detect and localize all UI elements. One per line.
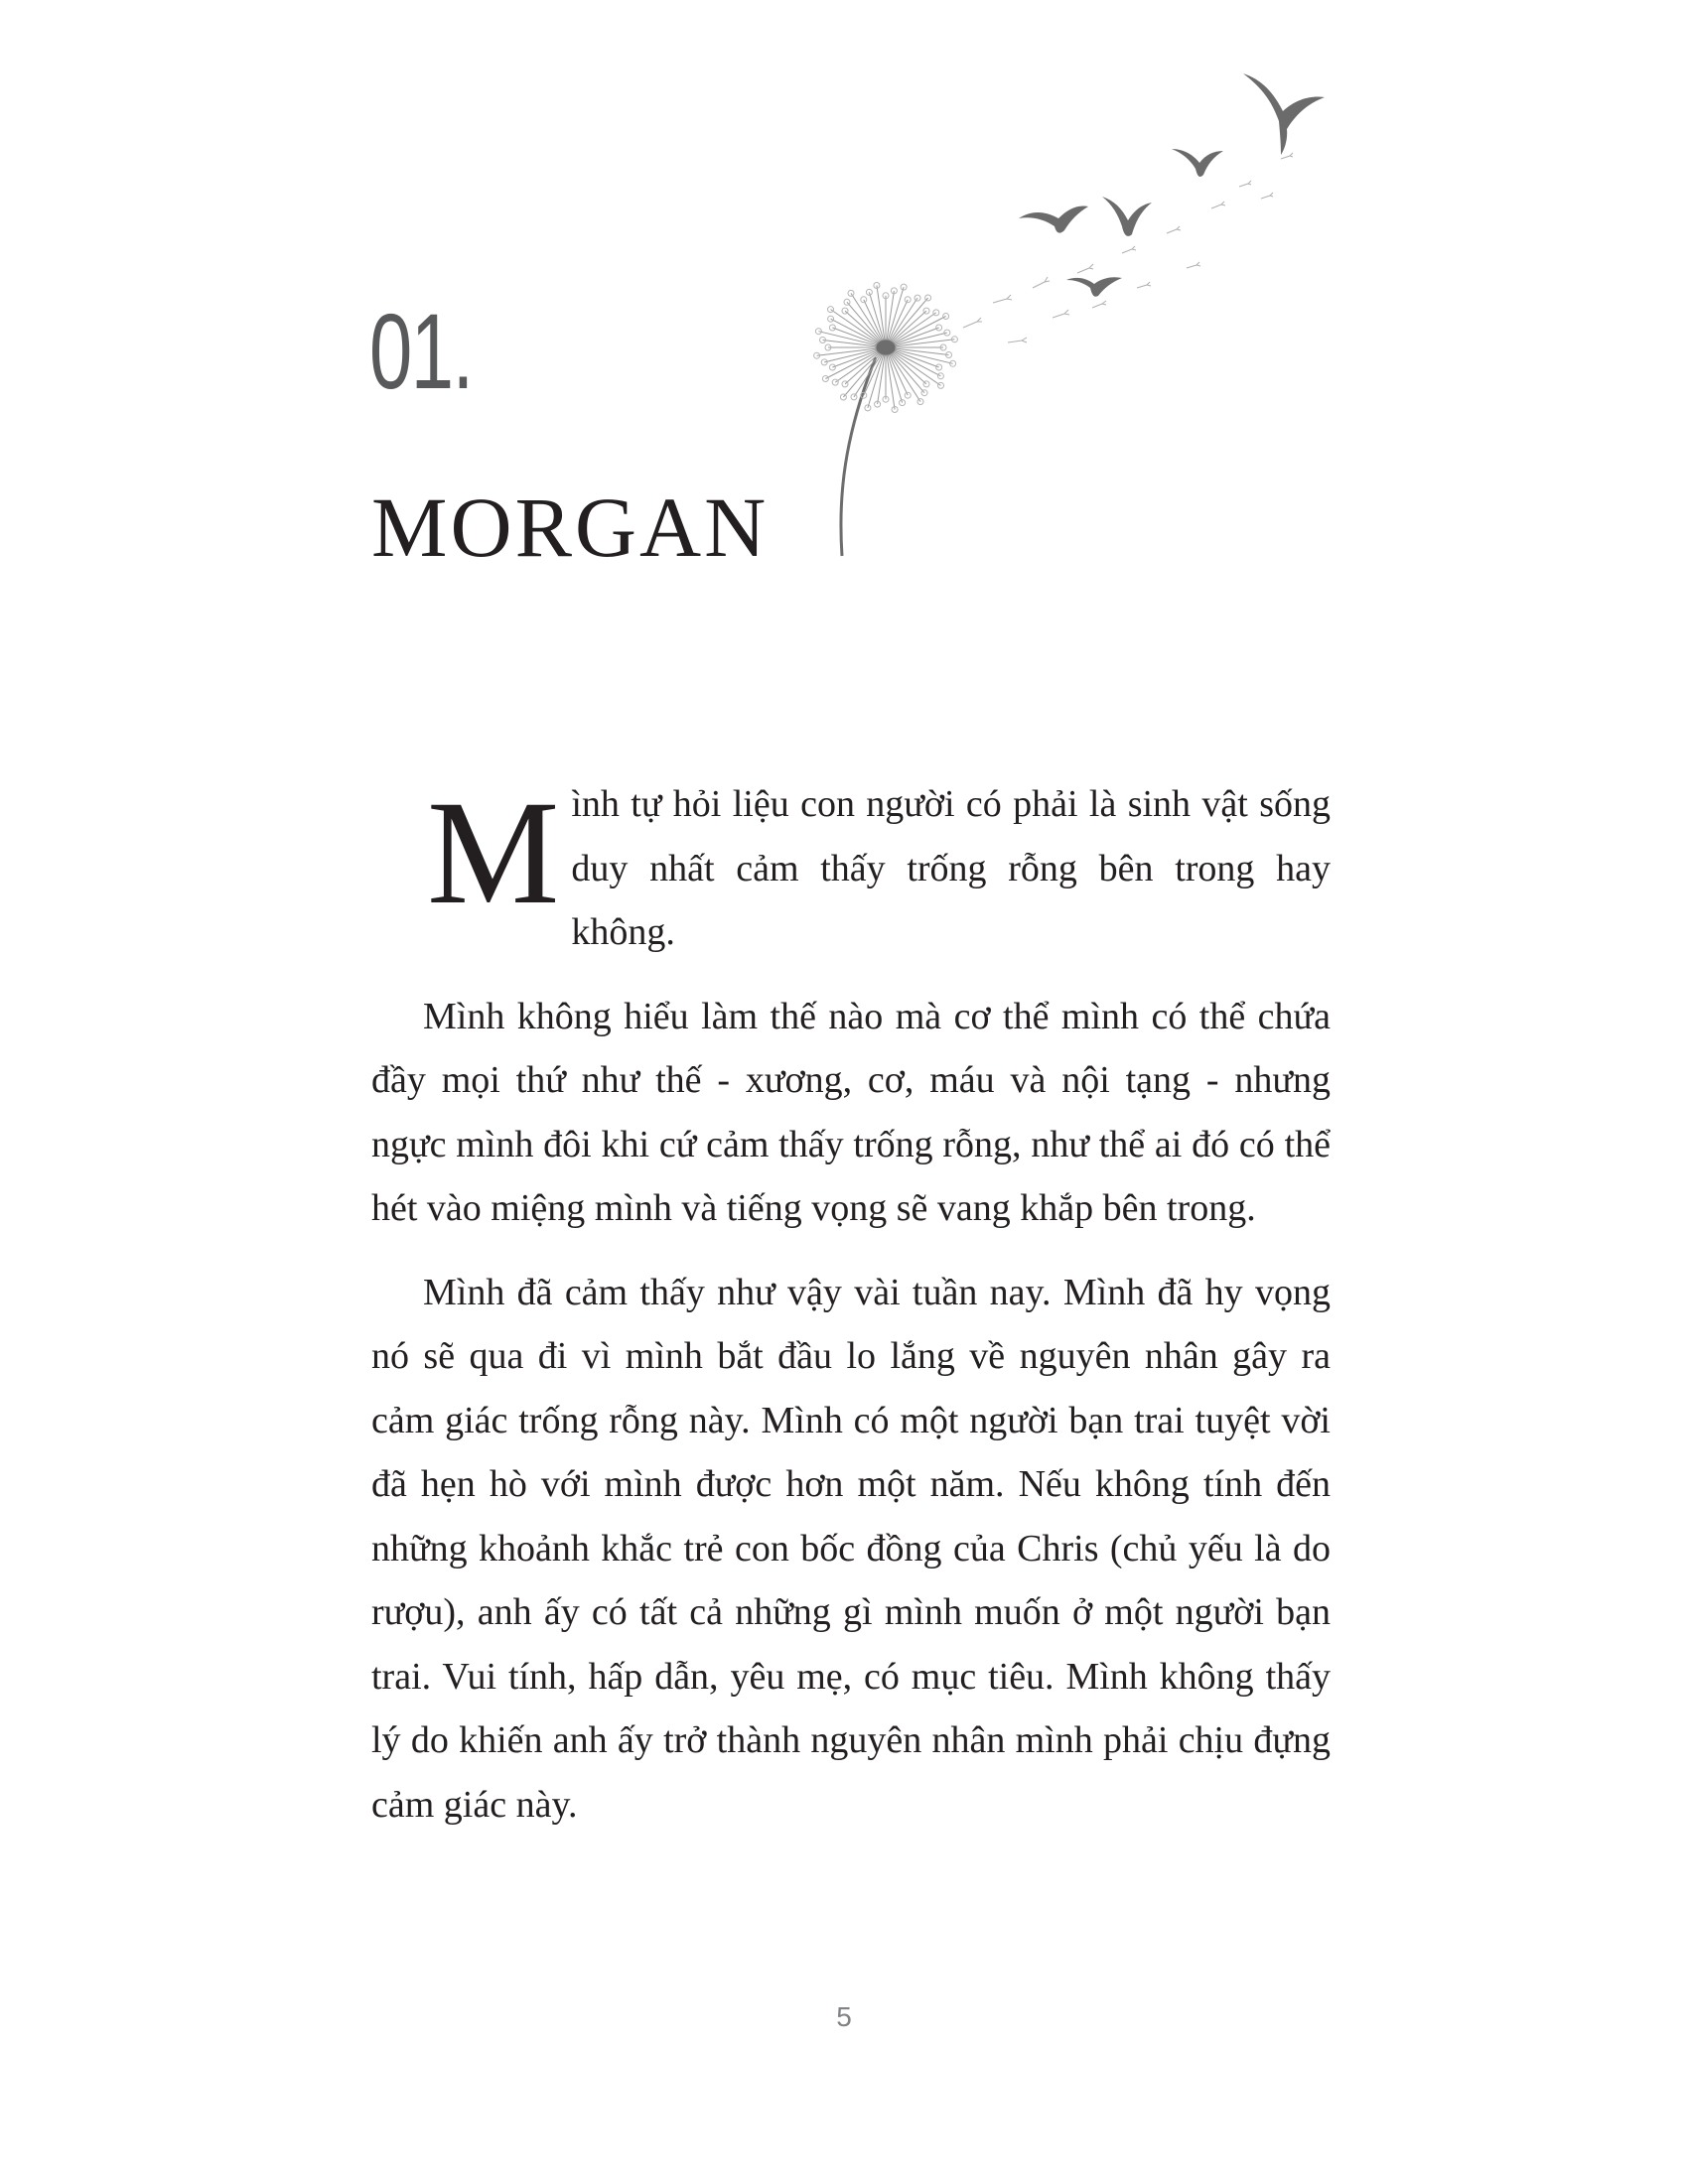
page-number: 5 [836, 2001, 852, 2032]
chapter-title: MORGAN [371, 479, 770, 575]
paragraph-2: Mình không hiểu làm thế nào mà cơ thể mình có thể chứa đầy mọi thứ như thế - xương, cơ, máu và nội tạng - nhưng ngực mình đôi khi cứ cảm thấy trống rỗng, như thể ai đó có thể hét vào miệng mình và tiếng vọng sẽ vang khắp bên trong. [371, 995, 1331, 1229]
paragraph-1 [371, 772, 1331, 965]
chapter-body [371, 772, 1331, 1856]
paragraph-3: Mình đã cảm thấy như vậy vài tuần nay. Mình đã hy vọng nó sẽ qua đi vì mình bắt đầu lo lắng về nguyên nhân gây ra cảm giác trống rỗng này. Mình có một người bạn trai tuyệt vời đã hẹn hò với mình được hơn một năm. Nếu không tính đến những khoảnh khắc trẻ con bốc đồng của Chris (chủ yếu là do rượu), anh ấy có tất cả những gì mình muốn ở một người bạn trai. Vui tính, hấp dẫn, yêu mẹ, có mục tiêu. Mình không thấy lý do khiến anh ấy trở thành nguyên nhân mình phải chịu đựng cảm giác này. [371, 1271, 1331, 1826]
dandelion-birds-icon [794, 60, 1331, 576]
drop-cap: M [427, 770, 560, 935]
paragraph-1-text: ình tự hỏi liệu con người có phải là sinh vật sống duy nhất cảm thấy trống rỗng bên trong hay không. [571, 783, 1331, 953]
chapter-number: 01. [369, 291, 473, 411]
